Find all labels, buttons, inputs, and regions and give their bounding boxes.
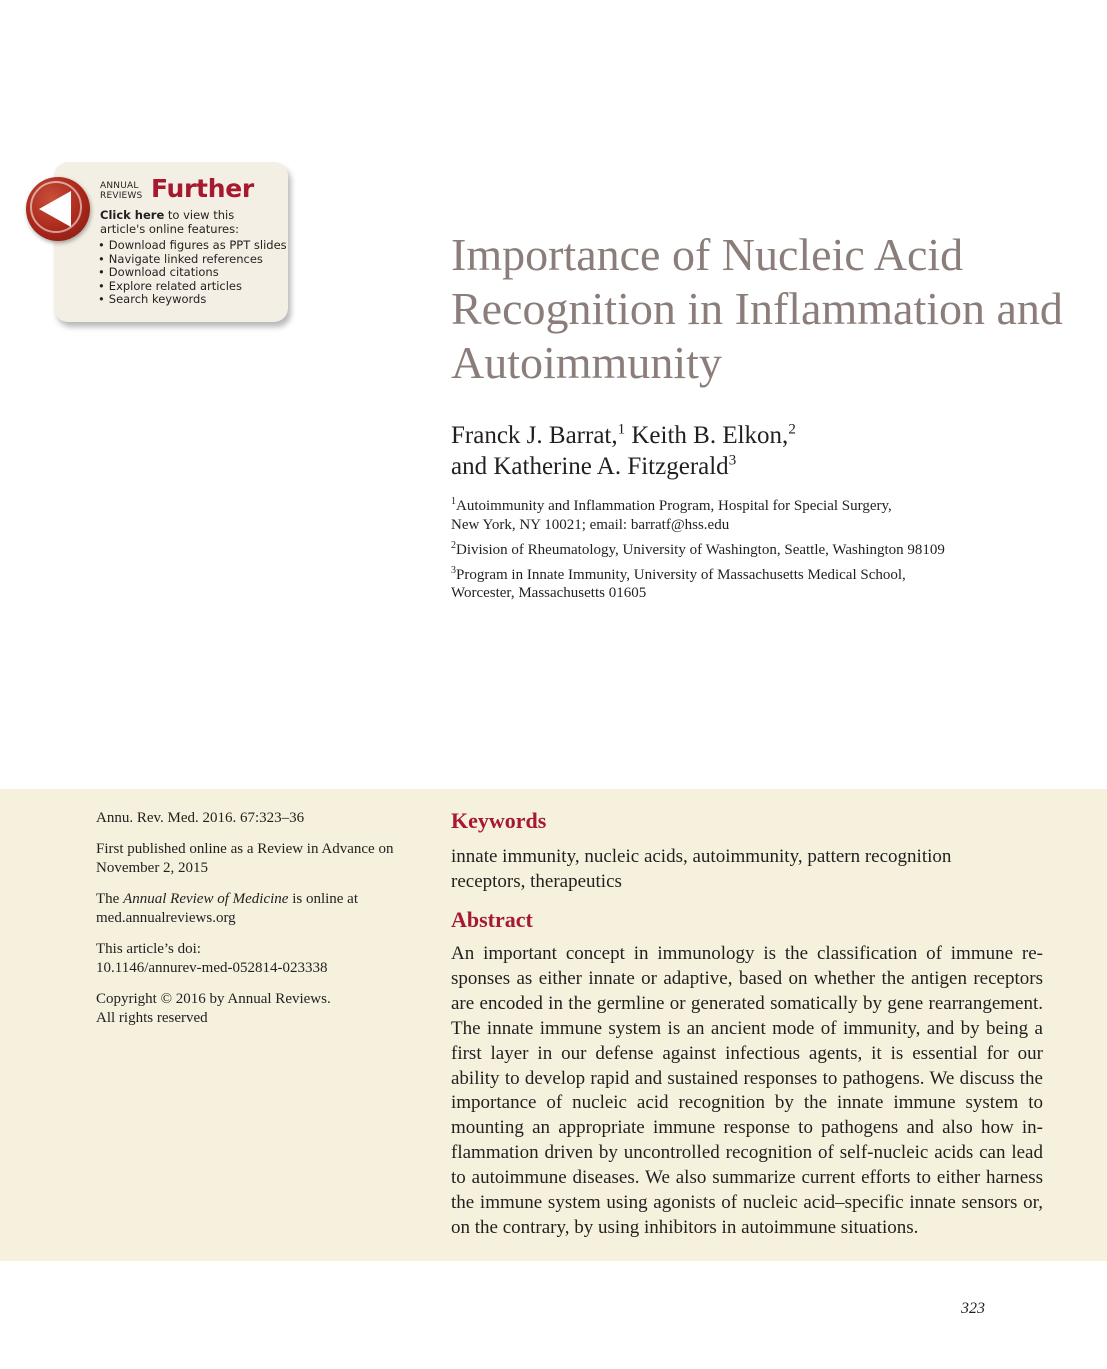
affiliation-2 xyxy=(451,541,1051,560)
click-here-link[interactable]: Click here xyxy=(100,208,165,222)
author-name: and Katherine A. Fitzgerald xyxy=(451,453,729,480)
affiliation-1 xyxy=(451,497,1051,534)
author-list xyxy=(451,420,1051,482)
first-published: First published online as a Review in Advance on November 2, 2015 xyxy=(96,841,394,876)
further-box[interactable] xyxy=(54,162,288,322)
affiliation-text: New York, NY 10021; email: barratf@hss.edu xyxy=(451,516,730,533)
author-affil-mark: 1 xyxy=(617,421,626,438)
further-feature-item: • Search keywords xyxy=(98,293,287,307)
affiliation-3 xyxy=(451,566,1051,603)
further-feature-item: • Download citations xyxy=(98,266,287,280)
doi-block xyxy=(96,940,416,978)
author-name: Franck J. Barrat, xyxy=(451,422,618,449)
annual-reviews-logo: ANNUAL REVIEWS xyxy=(100,181,143,201)
further-feature-item: • Navigate linked references xyxy=(98,253,287,267)
doi-value[interactable]: 10.1146/annurev-med-052814-023338 xyxy=(96,960,328,976)
online-at: The Annual Review of Medicine is online at med.annualreviews.org xyxy=(96,891,359,926)
further-title: Further xyxy=(151,174,254,203)
arrow-triangle xyxy=(39,191,71,227)
further-feature-item: • Explore related articles xyxy=(98,280,287,294)
article-title: Importance of Nucleic Acid Recognition in Inflammation and Autoimmunity xyxy=(451,229,1063,388)
journal-name: Annual Review of Medicine xyxy=(123,891,289,907)
left-arrow-circle-icon[interactable] xyxy=(26,177,90,241)
doi-label: This article’s doi: xyxy=(96,941,201,957)
article-metadata xyxy=(96,809,416,1040)
abstract-heading: Abstract xyxy=(451,907,533,932)
author-line-1 xyxy=(451,420,1051,451)
further-feature-item: • Download figures as PPT slides xyxy=(98,239,287,253)
author-affil-mark: 2 xyxy=(788,421,796,438)
author-line-2 xyxy=(451,451,1051,482)
page-number: 323 xyxy=(961,1300,985,1317)
keywords-heading: Keywords xyxy=(451,808,547,833)
copyright: Copyright © 2016 by Annual Reviews. All rights reserved xyxy=(96,991,331,1026)
further-intro xyxy=(100,208,280,236)
affiliation-text: Division of Rheumatology, University of Washington, Seattle, Washington 98109 xyxy=(456,541,945,558)
affiliation-mark: 3 xyxy=(451,564,456,576)
citation: Annu. Rev. Med. 2016. 67:323–36 xyxy=(96,810,305,826)
affiliations xyxy=(451,497,1051,609)
author-name: Keith B. Elkon, xyxy=(625,422,789,449)
affiliation-text: Autoimmunity and Inflammation Program, Hospital for Special Surgery, xyxy=(456,498,892,514)
keywords-text: innate immunity, nucleic acids, autoimmunity, pattern recognition receptors, therapeutics xyxy=(451,846,952,892)
affiliation-mark: 1 xyxy=(451,496,456,507)
affiliation-text: Worcester, Massachusetts 01605 xyxy=(451,585,647,601)
further-features-list xyxy=(98,239,287,307)
author-affil-mark: 3 xyxy=(728,452,737,469)
further-intro-text: to view this article's online features: xyxy=(100,208,239,236)
abstract-text: An important concept in immunology is the classification of immune responses as either innate or adaptive, based on whether the antigen receptors are encoded in the germline or generated somatically by gene rearrangement. The innate immune system is an ancient mode of immunity, and by being a first layer in our defense against infectious agents, it is essential for our ability to develop rapid and sustained responses to pathogens. We discuss the importance of nucleic acid recognition by the innate immune system to mounting an appropriate immune response to pathogens and also how inflammation driven by uncontrolled recognition of self-nucleic acids can lead to autoimmune diseases. We also summarize current efforts to either harness the immune system using agonists of nucleic acid–specific innate sensors or, on the contrary, by using inhibitors in autoimmune situations. xyxy=(451,943,1043,1238)
affiliation-mark: 2 xyxy=(451,539,456,551)
affiliation-text: Program in Innate Immunity, University of Massachusetts Medical School, xyxy=(456,566,906,583)
